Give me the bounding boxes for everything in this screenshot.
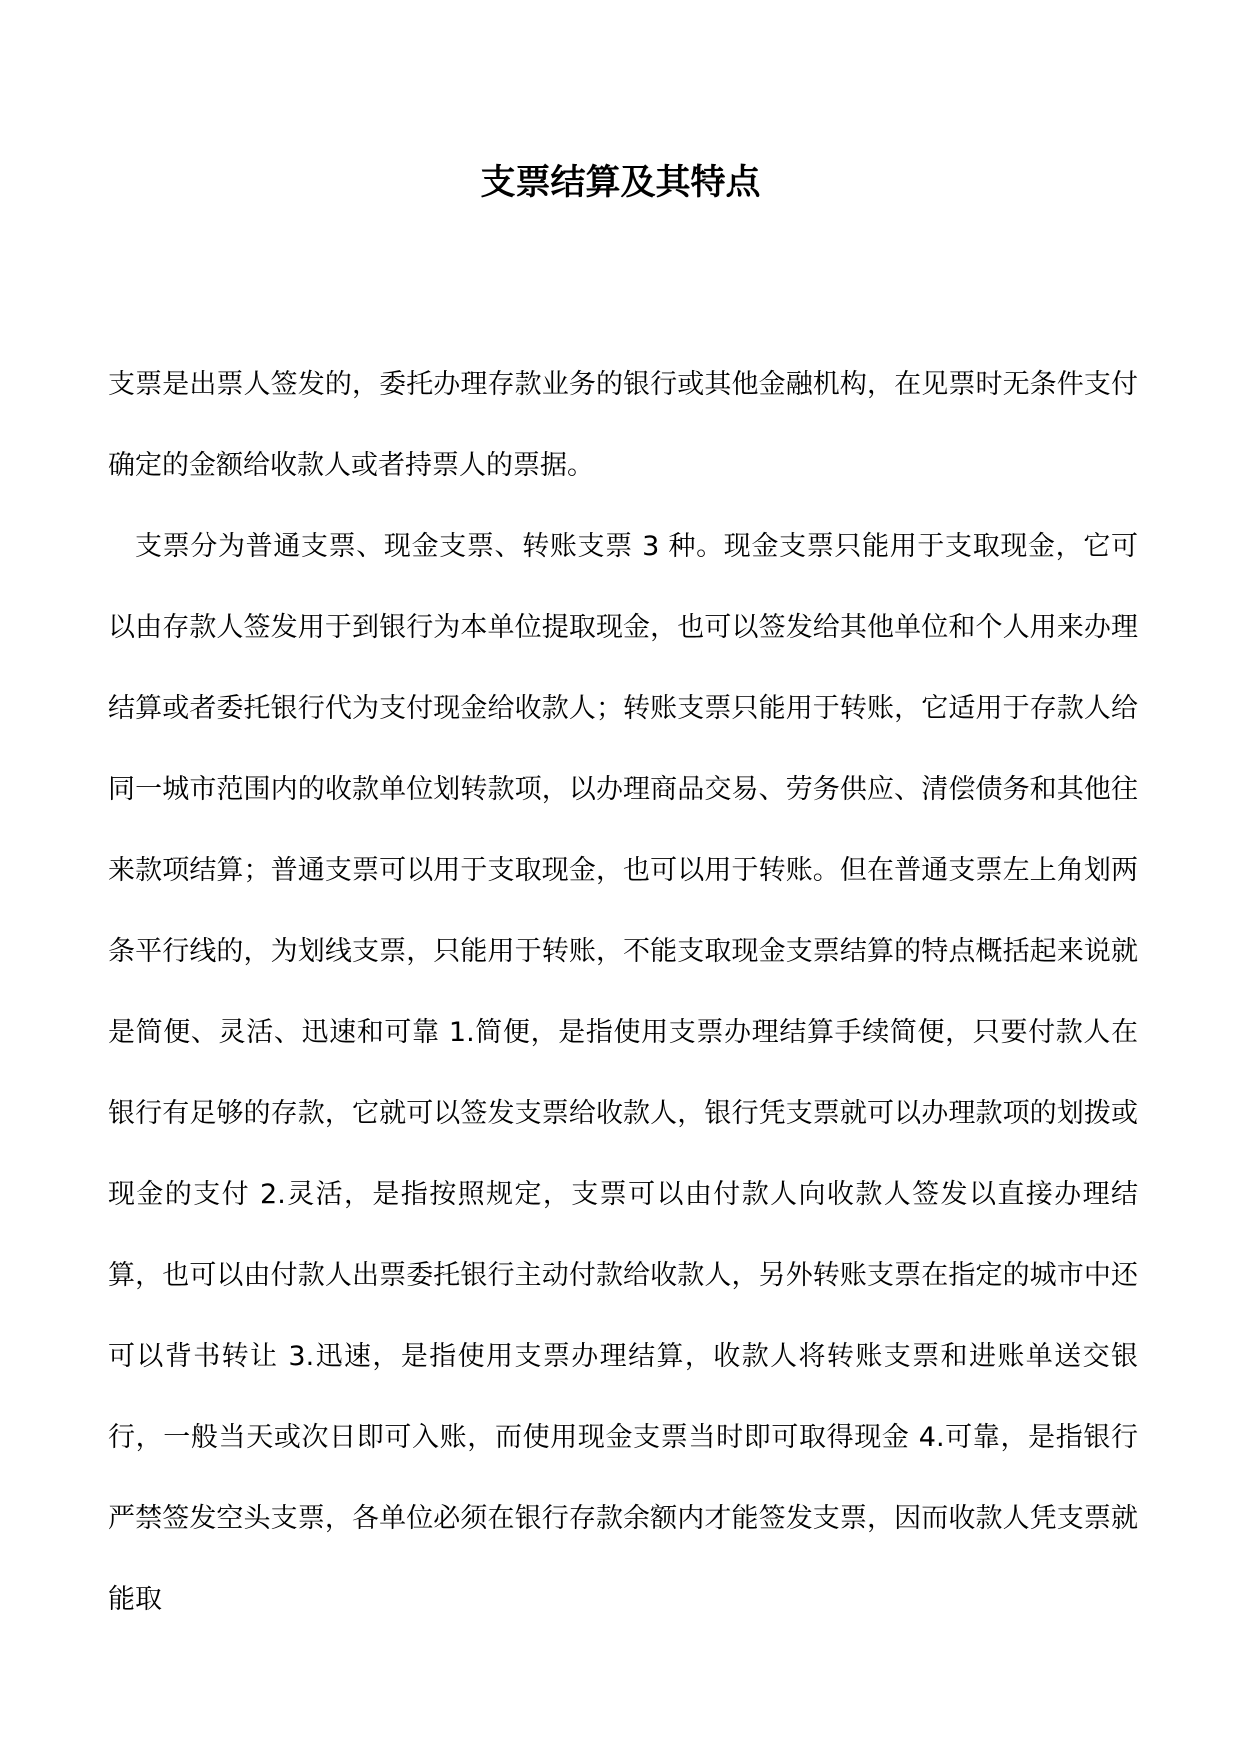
document-title: 支票结算及其特点 xyxy=(480,162,761,203)
document-body xyxy=(108,344,1138,1640)
paragraph-types-and-features: 支票分为普通支票、现金支票、转账支票 3 种。现金支票只能用于支取现金，它可以由存款人签发用于到银行为本单位提取现金，也可以签发给其他单位和个人用来办理结算或者委托银行代为支付现金给收款人；转账支票只能用于转账，它适用于存款人给同一城市范围内的收款单位划转款项，以办理商品交易、劳务供应、清偿债务和其他往来款项结算；普通支票可以用于支取现金，也可以用于转账。但在普通支票左上角划两条平行线的，为划线支票，只能用于转账，不能支取现金支票结算的特点概括起来说就是简便、灵活、迅速和可靠 1.简便，是指使用支票办理结算手续简便，只要付款人在银行有足够的存款，它就可以签发支票给收款人，银行凭支票就可以办理款项的划拨或现金的支付 2.灵活，是指按照规定，支票可以由付款人向收款人签发以直接办理结算，也可以由付款人出票委托银行主动付款给收款人，另外转账支票在指定的城市中还可以背书转让 3.迅速，是指使用支票办理结算，收款人将转账支票和进账单送交银行，一般当天或次日即可入账，而使用现金支票当时即可取得现金 4.可靠，是指银行严禁签发空头支票，各单位必须在银行存款余额内才能签发支票，因而收款人凭支票就能取 xyxy=(108,531,1138,1615)
paragraph-definition: 支票是出票人签发的，委托办理存款业务的银行或其他金融机构，在见票时无条件支付确定的金额给收款人或者持票人的票据。 xyxy=(108,369,1138,481)
